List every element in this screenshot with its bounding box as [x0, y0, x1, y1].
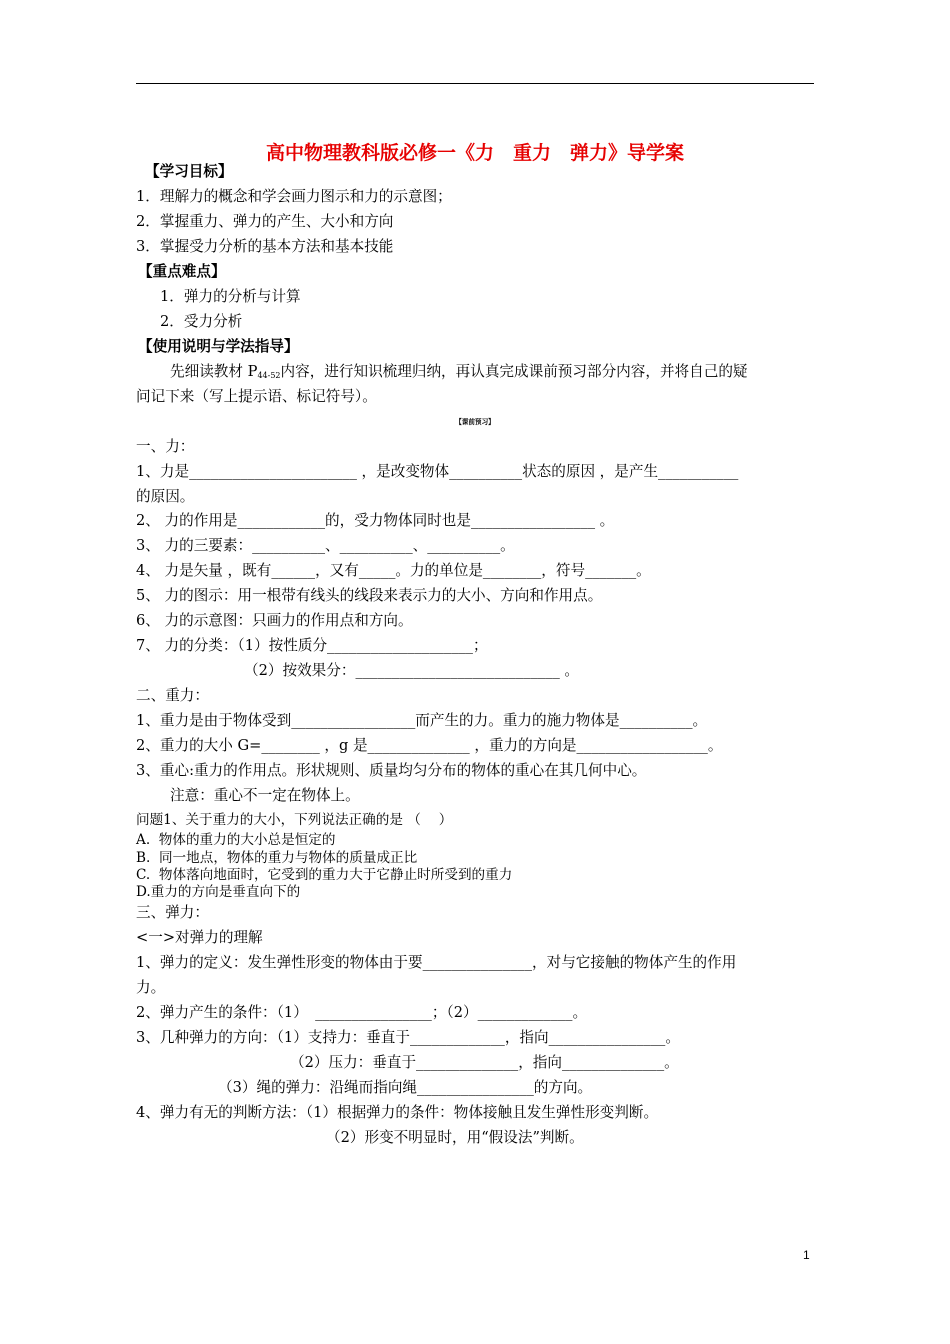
key-point-item: 2．受力分析: [160, 313, 243, 330]
section-heading-gravity: 二、重力：: [136, 687, 209, 704]
objective-item: 1．理解力的概念和学会画力图示和力的示意图；: [136, 188, 452, 205]
elastic-item: 1、弹力的定义：发生弹性形变的物体由于要_______________，对与它接触的物体产生的作用: [136, 954, 737, 971]
force-item: （2）按效果分：____________________________ 。: [244, 662, 579, 679]
force-item: 2、 力的作用是____________的，受力物体同时也是_________________ 。: [136, 512, 615, 529]
question1-option: B. 同一地点，物体的重力与物体的质量成正比: [136, 850, 418, 866]
gravity-item: 2、重力的大小 G=________ ，g 是______________ ，重力的方向是__________________。: [136, 737, 723, 754]
objective-item: 3．掌握受力分析的基本方法和基本技能: [136, 238, 394, 255]
objectives-heading: 【学习目标】: [145, 163, 233, 180]
guide-line: 先细读教材 $P_{44-52}$内容，进行知识梳理归纳，再认真完成课前预习部分内容，并将自己的疑: [170, 363, 748, 380]
guide-line: 问记下来（写上提示语、标记符号）。: [136, 388, 377, 405]
force-item: 7、 力的分类：（1）按性质分____________________；: [136, 637, 488, 654]
question1-option: D.重力的方向是垂直向下的: [136, 884, 301, 900]
force-item: 6、 力的示意图：只画力的作用点和方向。: [136, 612, 413, 629]
force-item: 1、力是_______________________ ，是改变物体__________状态的原因 ，是产生___________: [136, 463, 739, 480]
elastic-item: （2）压力：垂直于______________，指向______________。: [290, 1054, 679, 1071]
gravity-item: 3、重心:重力的作用点。形状规则、质量均匀分布的物体的重心在其几何中心。: [136, 762, 647, 779]
key-point-item: 1．弹力的分析与计算: [160, 288, 301, 305]
key-points-heading: 【重点难点】: [138, 263, 226, 280]
force-item: 的原因。: [136, 488, 195, 505]
elastic-item: （3）绳的弹力：沿绳而指向绳________________的方向。: [218, 1079, 593, 1096]
question1-stem: 问题1、关于重力的大小，下列说法正确的是 （ ）: [136, 812, 453, 828]
objective-item: 2．掌握重力、弹力的产生、大小和方向: [136, 213, 394, 230]
elastic-item: 力。: [136, 979, 166, 996]
force-item: 3、 力的三要素：__________、__________、__________。: [136, 537, 515, 554]
elastic-subheading: <一>对弹力的理解: [136, 929, 263, 946]
header-rule: [136, 83, 814, 84]
preview-heading: 【课前预习】: [455, 418, 495, 426]
elastic-item: 4、弹力有无的判断方法：（1）根据弹力的条件：物体接触且发生弹性形变判断。: [136, 1104, 659, 1121]
elastic-item: 2、弹力产生的条件：（1） ________________；（2）_____________。: [136, 1004, 588, 1021]
elastic-item: 3、几种弹力的方向：（1）支持力：垂直于_____________，指向________________。: [136, 1029, 680, 1046]
section-heading-force: 一、力：: [136, 438, 195, 455]
question1-option: A. 物体的重力的大小总是恒定的: [136, 832, 336, 848]
force-item: 4、 力是矢量 ，既有______，又有_____。力的单位是________，符号_______。: [136, 562, 651, 579]
document-title: 高中物理教科版必修一《力 重力 弹力》导学案: [265, 142, 684, 164]
section-heading-elastic: 三、弹力：: [136, 904, 209, 921]
force-item: 5、 力的图示：用一根带有线头的线段来表示力的大小、方向和作用点。: [136, 587, 603, 604]
page-number: 1: [803, 1248, 810, 1262]
question1-option: C. 物体落向地面时，它受到的重力大于它静止时所受到的重力: [136, 867, 513, 883]
gravity-item: 1、重力是由于物体受到_________________而产生的力。重力的施力物体是__________。: [136, 712, 708, 729]
gravity-note: 注意：重心不一定在物体上。: [170, 787, 360, 804]
guide-heading: 【使用说明与学法指导】: [138, 338, 299, 355]
elastic-item: （2）形变不明显时，用“假设法”判断。: [326, 1129, 584, 1146]
